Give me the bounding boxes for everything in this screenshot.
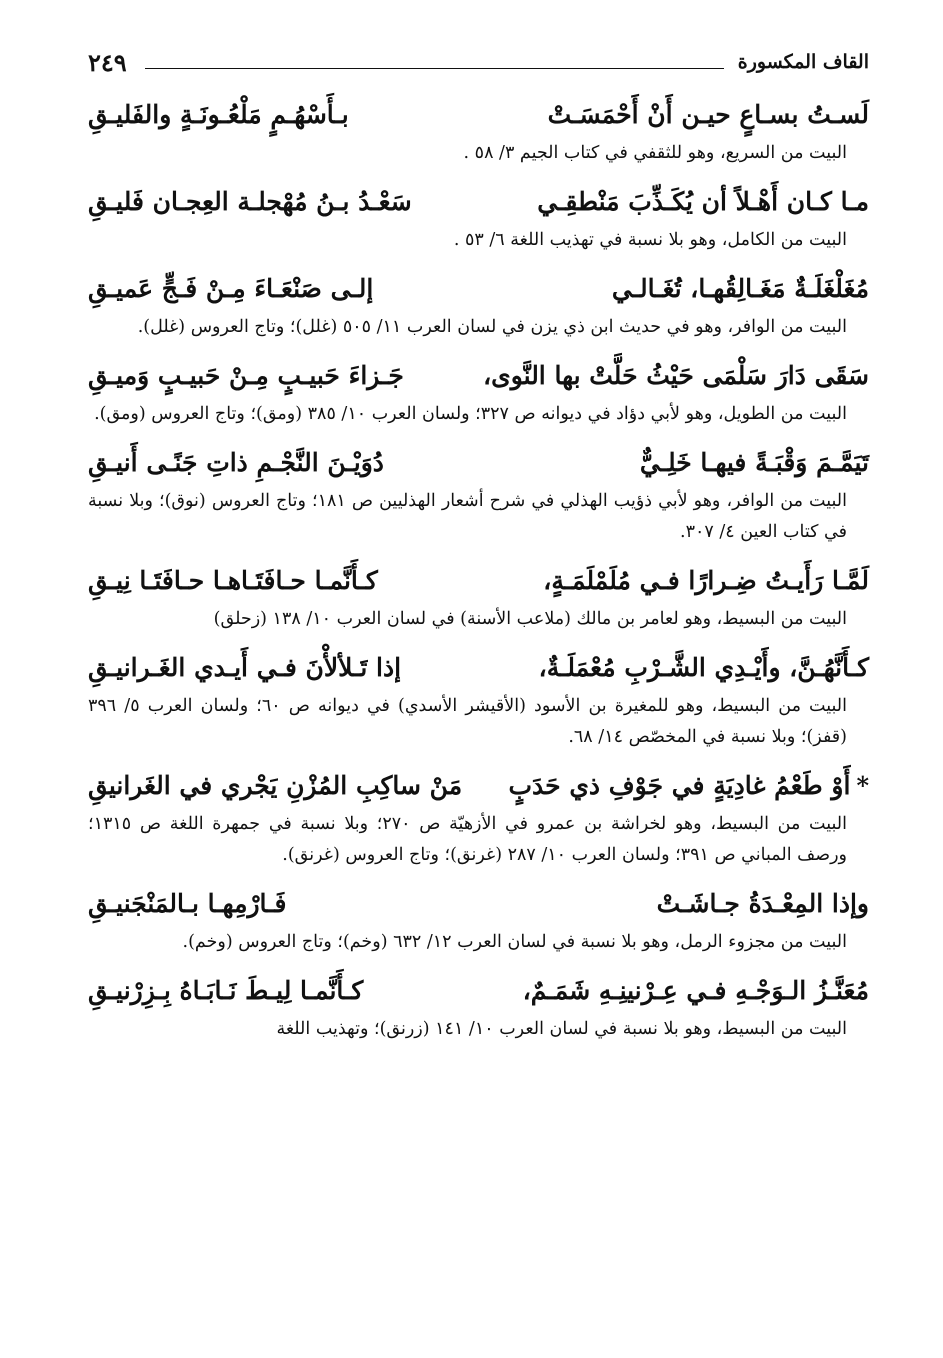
star-marker: * [856,771,869,800]
verse-line [88,645,869,691]
verse-line [88,558,869,604]
page-header [88,42,869,82]
verse-note: البيت من البسيط، وهو لخراشة بن عمرو في الأزهيّة ص ٢٧٠؛ وبلا نسبة في جمهرة اللغة ص ١٣١٥؛ ورصف المباني ص ٣٩١؛ ولسان العرب ١٠/ ٢٨٧ (غرنق)؛ وتاج العروس (غرنق). [88,814,847,865]
first-hemistich: مُعَنَّـزُ الـوَجْـهِ فـي عِـرْنينِـهِ شَمَـمٌ، [522,976,869,1005]
verse-entry [88,353,869,430]
first-hemistich-text: أَوْ طَعْمُ غادِيَةٍ في جَوْفِ ذي حَدَبٍ [508,771,851,800]
first-hemistich: سَقَى دَارَ سَلْمَى حَيْثُ حَلَّتْ بها النَّوى، [483,361,869,390]
verse-note: البيت من البسيط، وهو بلا نسبة في لسان العرب ١٠/ ١٤١ (زرنق)؛ وتهذيب اللغة [276,1019,847,1039]
first-hemistich [509,763,869,809]
verse-note: البيت من الوافر، وهو في حديث ابن ذي يزن في لسان العرب ١١/ ٥٠٥ (غلل)؛ وتاج العروس (غلل). [137,317,847,337]
book-page [88,42,869,1348]
verse-line [88,266,869,312]
second-hemistich: مَنْ ساكِبِ المُزْنِ يَجْري في الغَرانيقِ [88,771,463,800]
verse-note: البيت من مجزوء الرمل، وهو بلا نسبة في لسان العرب ١٢/ ٦٣٢ (وخم)؛ وتاج العروس (وخم). [182,932,847,952]
verse-entry [88,881,869,958]
verse-line [88,353,869,399]
second-hemistich: كـأَنَّمـا حـافَتَـاهـا حـافَتَـا نِيـقِ [88,566,378,595]
verse-entry [88,645,869,753]
verse-entry [88,92,869,169]
verse-note: البيت من الطويل، وهو لأبي دؤاد في ديوانه ص ٣٢٧؛ ولسان العرب ١٠/ ٣٨٥ (ومق)؛ وتاج العروس (ومق). [94,404,847,424]
first-hemistich: مُغَلْغَلَـةٌ مَغَـالِقُهـا، تُغَـالـي [611,274,869,303]
verse-entries [88,92,869,1045]
page-number: ٢٤٩ [88,47,127,77]
verse-line [88,92,869,138]
verse-note: البيت من البسيط، وهو للمغيرة بن الأسود (الأقيشر الأسدي) في ديوانه ص ٦٠؛ ولسان العرب ٥/ ٣٩٦ (قفز)؛ وبلا نسبة في المخصّص ١٤/ ٦٨. [88,696,847,747]
first-hemistich: تَيَمَّـمَ وَقْبَـةً فيهـا خَلِـيٌّ [639,448,869,477]
header-rule [145,68,724,69]
verse-line [88,179,869,225]
second-hemistich: إلـى صَنْعَـاءَ مِـنْ فَـجٍّ عَميـقِ [88,274,374,303]
first-hemistich: كـأَنَّهُـنَّ، وأَيْـدِي الشَّـرْبِ مُعْمَلَـةٌ، [538,653,869,682]
first-hemistich: وإذا المِعْـدَةُ جـاشَـتْ [656,889,869,918]
first-hemistich: لَمَّـا رَأَيـتُ ضِـرارًا فـي مُلَمْلَمَـةٍ، [543,566,869,595]
first-hemistich: مـا كـان أَهْـلاً أن يُكَـذِّبَ مَنْطقِـي [537,187,869,216]
verse-entry [88,763,869,871]
verse-entry [88,179,869,256]
verse-note: البيت من البسيط، وهو لعامر بن مالك (ملاعب الأسنة) في لسان العرب ١٠/ ١٣٨ (زحلق) [213,609,847,629]
second-hemistich: جَـزاءَ حَبيـبٍ مِـنْ حَبيـبٍ وَميـقِ [88,361,404,390]
verse-entry [88,968,869,1045]
second-hemistich: سَعْـدُ بـنُ مُهْجلـة العِجـان فَليـقِ [88,187,412,216]
verse-line [88,763,869,809]
section-title: القاف المكسورة [737,51,869,73]
verse-line [88,968,869,1014]
second-hemistich: كـأَنَّمـا لِيـطَ نَـابَـاهُ بِـزِرْنيـقِ [88,976,364,1005]
verse-entry [88,266,869,343]
first-hemistich: لَسـتُ بسـاعٍ حيـن أَنْ أَحْمَسَـتْ [547,100,869,129]
second-hemistich: فَـارْمِهـا بـالمَنْجَنيـقِ [88,889,287,918]
verse-entry [88,440,869,548]
verse-note: البيت من الوافر، وهو لأبي ذؤيب الهذلي في شرح أشعار الهذليين ص ١٨١؛ وتاج العروس (نوق)؛ وبلا نسبة في كتاب العين ٤/ ٣٠٧. [88,491,847,542]
verse-note: البيت من السريع، وهو للثقفي في كتاب الجيم ٣/ ٥٨ . [463,143,847,163]
verse-note: البيت من الكامل، وهو بلا نسبة في تهذيب اللغة ٦/ ٥٣ . [453,230,847,250]
verse-line [88,440,869,486]
verse-entry [88,558,869,635]
second-hemistich: بـأَسْهُـمٍ مَلْعُـونَـةٍ والفَليـقِ [88,100,349,129]
verse-line [88,881,869,927]
second-hemistich: دُوَيْـنَ النَّجْـمِ ذاتِ جَنًـى أَنيـقِ [88,448,384,477]
second-hemistich: إذا تَـلألأْنَ فـي أَيـدي الغَـرانيـقِ [88,653,402,682]
